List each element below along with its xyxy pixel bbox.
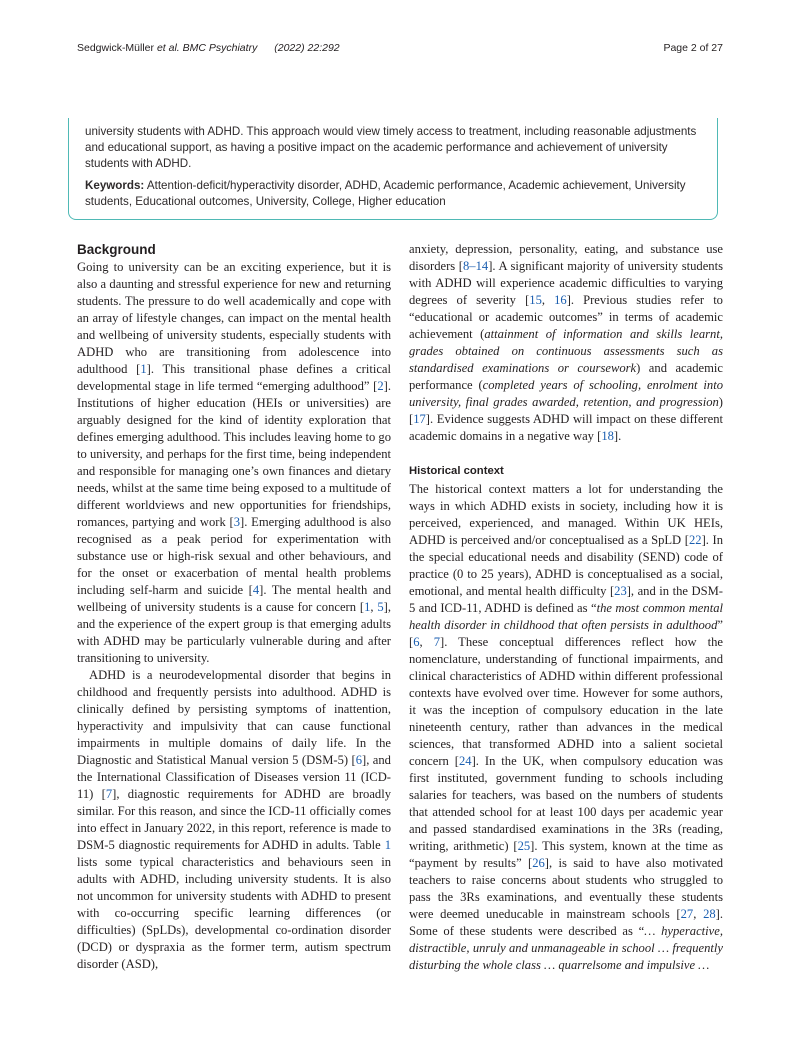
running-header-citation	[77, 42, 340, 54]
italic-text: completed years of schooling, enrolment into university, final grades awarded, retention, and progression	[409, 378, 723, 409]
header-journal: et al. BMC Psychiatry	[156, 42, 258, 54]
citation-link[interactable]: 26	[532, 856, 545, 870]
italic-text: … hyperactive, distractible, unruly and unmanageable in school … frequently disturbing the whole class … quarrelsome and impulsive …	[409, 924, 723, 972]
citation-link[interactable]: 15	[529, 293, 542, 307]
citation-link[interactable]: 7	[433, 635, 440, 649]
citation-link[interactable]: 1	[140, 362, 147, 376]
keywords-label: Keywords:	[85, 179, 145, 192]
abstract-box	[68, 118, 718, 220]
citation-link[interactable]: 8–14	[463, 259, 489, 273]
header-year: (2022) 22:292	[274, 42, 340, 54]
citation-link[interactable]: 5	[377, 600, 384, 614]
citation-link[interactable]: 1	[384, 838, 391, 852]
citation-link[interactable]: 6	[413, 635, 420, 649]
paragraph: The historical context matters a lot for understanding the ways in which ADHD exists in society, including how it is perceived, experienced, and managed. Within UK HEIs, ADHD is perceived and/or conceptualised as a SpLD [22]. In the special educational needs and disability (SEND) code of practice (0 to 25 years), ADHD is conceptualised as a social, emotional, and mental health difficulty [23], and in the DSM-5 and ICD-11, ADHD is defined as “the most common mental health disorder in childhood that often persists in adulthood” [6, 7]. These conceptual differences reflect how the nomenclature, understanding of functional impairments, and clinical characteristics of ADHD within different professional contexts have evolved over time. However for some authors, it was the inception of compulsory education in the late nineteenth century, rather than advances in the medical sciences, that transformed ADHD into a salient societal concern [24]. In the UK, when compulsory education was first instituted, government funding to schools including salaries for teachers, was based on the numbers of students that attended school for at least 100 days per academic year and passed standardised examinations in the 3Rs (reading, writing, arithmetic) [25]. This system, known at the time as “payment by results” [26], is said to have also motivated teachers to raise concerns about students who struggled to pass the 3Rs examinations, and eventually these students were deemed uneducable in mainstream schools [27, 28]. Some of these students were described as “… hyperactive, distractible, unruly and unmanageable in school … frequently disturbing the whole class … quarrelsome and impulsive …	[409, 482, 724, 972]
citation-link[interactable]: 27	[680, 907, 694, 921]
subsection-heading-historical-context: Historical context	[409, 465, 504, 477]
citation-link[interactable]: 2	[377, 379, 384, 393]
citation-link[interactable]: 4	[252, 583, 260, 597]
citation-link[interactable]: 22	[688, 533, 702, 547]
citation-link[interactable]: 17	[413, 412, 426, 426]
citation-link[interactable]: 16	[554, 293, 567, 307]
left-column	[77, 241, 391, 973]
paragraph: Going to university can be an exciting experience, but it is also a daunting and stressful experience for new and returning students. The pressure to do well academically and cope with an array of lifestyle changes, can impact on the mental health and wellbeing of university students, especially students with ADHD who are transitioning from adolescence into adulthood [1]. This transitional phase defines a critical developmental stage in life termed “emerging adulthood” [2]. Institutions of higher education (HEIs or universities) are arguably designed for the kind of identity exploration that defines emerging adulthood. This includes leaving home to go to university, and perhaps for the first time, being independent and responsible for managing one’s own finances and dietary needs, whilst at the same time being exposed to a multitude of different worldviews and new opportunities for friendships, romances, partying and work [3]. Emerging adulthood is also recognised as a peak period for experimentation with substance use or high-risk sexual and other behaviours, and for the onset or exacerbation of mental health problems including self-harm and suicide [4]. The mental health and wellbeing of university students is a cause for concern [1, 5], and the experience of the expert group is that emerging adults with ADHD may be particularly vulnerable during and after transitioning to university.	[77, 260, 392, 665]
section-heading-background: Background	[77, 242, 156, 257]
keywords-list: Attention-deficit/hyperactivity disorder, ADHD, Academic performance, Academic achievement, University students, Educational outcomes, University, College, Higher education	[85, 179, 686, 208]
paragraph: ADHD is a neurodevelopmental disorder that begins in childhood and frequently persists into adulthood. ADHD is clinically defined by persisting symptoms of inattention, hyperactivity and impulsivity that can cause functional impairments in multiple domains of daily life. In the Diagnostic and Statistical Manual version 5 (DSM-5) [6], and the International Classification of Diseases version 11 (ICD-11) [7], diagnostic requirements for ADHD are broadly similar. For this reason, and since the ICD-11 officially comes into effect in January 2022, in this report, reference is made to DSM-5 diagnostic requirements for ADHD in adults. Table 1 lists some typical characteristics and behaviours seen in adults with ADHD, including university students. It is also not uncommon for university students with ADHD to present with co-occurring specific learning differences (or difficulties) (SpLDs), developmental co-ordination disorder (DCD) or dyspraxia as the former term, autism spectrum disorder (ASD),	[77, 668, 392, 971]
citation-link[interactable]: 23	[614, 584, 627, 598]
citation-link[interactable]: 6	[355, 753, 363, 767]
citation-link[interactable]: 25	[517, 839, 531, 853]
citation-link[interactable]: 28	[703, 907, 716, 921]
citation-link[interactable]: 24	[459, 754, 472, 768]
header-authors: Sedgwick-Müller	[77, 42, 157, 54]
paragraph-continued: anxiety, depression, personality, eating, and substance use disorders [8–14]. A significant majority of university students with ADHD will experience academic difficulties to varying degrees of severity [15, 16]. Previous studies refer to “educational or academic outcomes” in terms of academic achievement (attainment of information and skills learnt, grades obtained on continuous assessments such as standardised examinations or coursework) and academic performance (completed years of schooling, enrolment into university, final grades awarded, retention, and progression) [17]. Evidence suggests ADHD will impact on these different academic domains in a negative way [18].	[409, 242, 723, 443]
citation-link[interactable]: 7	[105, 787, 113, 801]
italic-text: attainment of information and skills learnt, grades obtained on continuous assessments such as standardised examinations or coursework	[409, 327, 723, 375]
citation-link[interactable]: 3	[233, 515, 241, 529]
running-header	[77, 42, 723, 60]
right-column	[409, 241, 723, 974]
page-number: Page 2 of 27	[663, 42, 723, 54]
abstract-continuation: university students with ADHD. This approach would view timely access to treatment, including reasonable adjustments and educational support, as having a positive impact on the academic performance and achievement of university students with ADHD.	[85, 125, 697, 170]
citation-link[interactable]: 1	[364, 600, 371, 614]
italic-text: the most common mental health disorder in childhood that often persists in adulthood	[409, 601, 723, 632]
keywords	[85, 178, 705, 210]
citation-link[interactable]: 18	[601, 429, 614, 443]
